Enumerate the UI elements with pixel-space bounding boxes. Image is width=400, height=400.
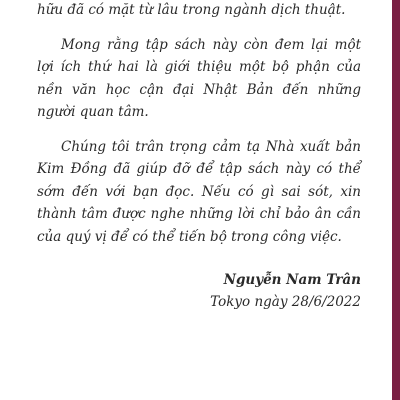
author-name: Nguyễn Nam Trân [223,272,361,288]
text-block [37,0,361,313]
paragraph-acknowledgement: Chúng tôi trân trọng cảm tạ Nhà xuất bản Kim Đồng đã giúp đỡ để tập sách này có thể sớm đến với bạn đọc. Nếu có gì sai sót, xin thành tâm được nghe những lời chỉ bảo ân cần của quý vị để có thể tiến bộ trong công việc. [37,138,361,245]
place-date: Tokyo ngày 28/6/2022 [210,294,361,310]
signature-block [37,269,361,313]
page-edge-stripe [392,0,400,400]
paragraph-second-benefit: Mong rằng tập sách này còn đem lại một lợi ích thứ hai là giới thiệu một bộ phận của nền văn học cận đại Nhật Bản đến những người quan tâm. [37,36,361,120]
paragraph-continuation: hữu đã có mặt từ lâu trong ngành dịch thuật. [37,2,346,18]
